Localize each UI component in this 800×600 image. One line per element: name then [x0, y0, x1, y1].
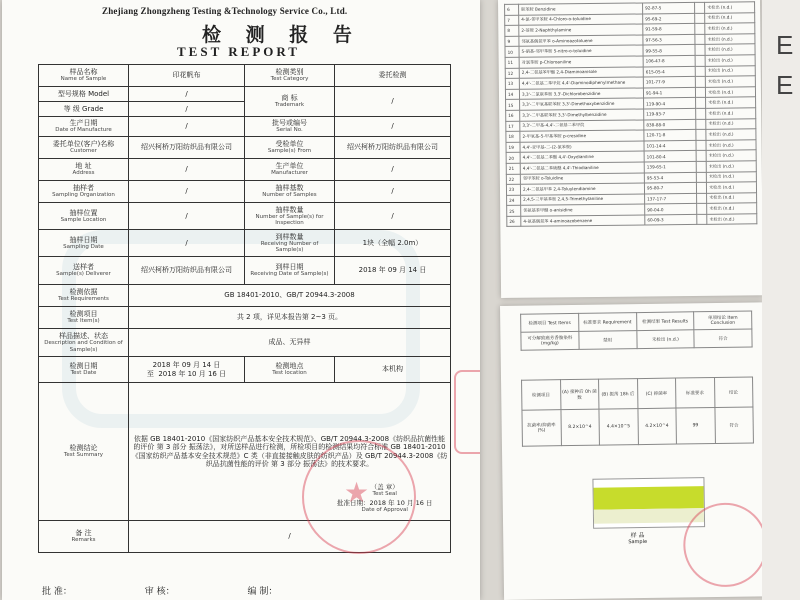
approval-date-en: Date of Approval	[361, 507, 408, 514]
trademark-value: /	[335, 87, 451, 117]
cell-name: 邻氨基偶氮甲苯 o-Aminoazotoluene	[519, 35, 643, 47]
company-stamp: ★	[302, 440, 416, 554]
cell-name: 4,4'-二氨基二苯甲烷 4,4'-Diaminodiphenylmethane	[519, 77, 643, 89]
address-label: 地 址 Address	[39, 159, 129, 181]
cell-no: 10	[505, 47, 519, 58]
cell-name: 3,3'-二甲基-4,4'-二氨基二苯甲烷	[520, 120, 644, 132]
amine-table	[504, 1, 757, 227]
deliverer-value: 绍兴柯桥万阳纺织品有限公司	[129, 257, 245, 285]
production-date-label: 生产日期 Date of Manufacture	[39, 117, 129, 137]
anti-head-2: (B) 振荡 18h 后	[599, 379, 638, 410]
summary-cell	[129, 383, 451, 521]
cell-res: 未检出 (n.d.)	[707, 203, 757, 214]
cell-res: 未检出 (n.d.)	[705, 44, 755, 55]
cell-res: 未检出 (n.d.)	[705, 65, 755, 76]
summary-table	[520, 310, 752, 350]
cell-cas: 120-71-8	[644, 130, 696, 141]
anti-row-2: 4.4×10^5	[599, 409, 638, 446]
cell-no: 9	[505, 36, 519, 47]
test-date-label: 检测日期 Test Date	[39, 357, 129, 383]
head-items: 检测项目 Test Items	[521, 313, 579, 332]
seal-label-en: Test Seal	[372, 491, 397, 498]
cell-empty	[697, 193, 707, 204]
cell-empty	[696, 108, 706, 119]
cell-name: 4-氯-邻甲苯胺 4-Chloro-o-toluidine	[519, 14, 643, 26]
cell-no: 22	[506, 174, 520, 185]
sampling-date-label: 抽样日期 Sampling Date	[39, 230, 129, 257]
cell-no: 13	[505, 78, 519, 89]
cell-empty	[696, 119, 706, 130]
appendix-page-2	[500, 302, 766, 600]
cell-res: 未检出 (n.d.)	[705, 23, 755, 34]
num-samples-value: /	[335, 181, 451, 203]
cell-empty	[695, 13, 705, 24]
sample-band-light	[594, 508, 704, 524]
company-name: Zhejiang Zhongzheng Testing &Technology Service Co., Ltd.	[102, 6, 348, 16]
grade-label: 等 级 Grade	[39, 102, 129, 117]
cell-empty	[695, 66, 705, 77]
test-category-label: 检测类别 Test Category	[245, 65, 335, 87]
receiving-date-value: 2018 年 09 月 14 日	[335, 257, 451, 285]
cell-empty	[696, 98, 706, 109]
cell-no: 21	[506, 163, 520, 174]
model-label: 型号规格 Model	[39, 87, 129, 102]
cell-no: 17	[506, 121, 520, 132]
sample-label: 样 品	[630, 532, 645, 540]
cell-empty	[695, 24, 705, 35]
cell-name: 邻氨基苯甲醚 o-anisidine	[521, 204, 645, 216]
cell-no: 19	[506, 142, 520, 153]
cell-name: 4-氨基偶氮苯 4-aminoazobenzene	[521, 215, 645, 227]
cell-name: 2-甲氧基-5-甲基苯胺 p-cresidine	[520, 130, 644, 142]
seal-block	[337, 483, 432, 514]
cell-cas: 92-87-5	[643, 2, 695, 13]
cell-empty	[695, 55, 705, 66]
cell-res: 未检出 (n.d.)	[705, 12, 755, 23]
cell-res: 未检出 (n.d.)	[707, 214, 757, 225]
cell-name: 2,4,5-三甲基苯胺 2,4,5-Trimethylaniline	[521, 194, 645, 206]
cell-no: 18	[506, 131, 520, 142]
approve-label: 批 准：	[42, 587, 72, 597]
anti-row-5: 符合	[714, 407, 753, 444]
approval-date: 批准日期：2018 年 10 月 16 日	[337, 498, 433, 507]
cell-empty	[695, 2, 705, 13]
cell-cas: 838-88-0	[644, 119, 696, 130]
cell-name: 2,4-二氨基苯甲醚 2,4-Diaminoanisole	[519, 67, 643, 79]
test-location-value: 本机构	[335, 357, 451, 383]
cell-name: 联苯胺 Benzidine	[519, 3, 643, 15]
right-edge-page	[762, 0, 800, 600]
description-value: 成品、无异样	[129, 329, 451, 357]
cell-name: 3,3'-二甲基联苯胺 3,3'-Dimethylbenzidine	[520, 109, 644, 121]
sample-band	[594, 486, 704, 510]
cell-res: 未检出 (n.d.)	[706, 140, 756, 151]
cell-empty	[697, 204, 707, 215]
anti-row-4: 99	[676, 408, 715, 445]
deliverer-label: 送样者 Sample(s) Deliverer	[39, 257, 129, 285]
head-conclusion: 单项结论 Item Conclusion	[694, 311, 752, 330]
cell-name: 2,4-二氨基甲苯 2,4-Toluylendiamine	[520, 183, 644, 195]
requirements-label: 检测依据 Test Requirements	[39, 285, 129, 307]
cell-empty	[695, 76, 705, 87]
production-date-value: /	[129, 117, 245, 137]
cell-empty	[696, 140, 706, 151]
cell-cas: 139-65-1	[644, 161, 696, 172]
items-value: 共 2 项，详见本报告第 2~3 页。	[129, 307, 451, 329]
serial-label: 批号或编号 Serial No.	[245, 117, 335, 137]
cell-name: 2-萘胺 2-Naphthylamine	[519, 24, 643, 36]
cell-no: 15	[506, 100, 520, 111]
cell-name: 邻甲苯胺 o-Toluidine	[520, 172, 644, 184]
cell-name: 3,3'-二甲氧基联苯胺 3,3'-Dimethoxybenzidine	[520, 98, 644, 110]
requirements-value: GB 18401-2010、GB/T 20944.3-2008	[129, 285, 451, 307]
anti-head-0: 检测项目	[522, 380, 561, 411]
head-results: 检测结果 Test Results	[636, 312, 694, 331]
appendix-page-1	[498, 0, 763, 298]
row-conclusion: 符合	[694, 329, 752, 348]
cell-empty	[695, 87, 705, 98]
remarks-value: /	[129, 521, 451, 553]
cell-res: 未检出 (n.d.)	[706, 129, 756, 140]
row-result: 未检出 (n.d.)	[636, 330, 694, 349]
sample-from-value: 绍兴柯桥万阳纺织品有限公司	[335, 137, 451, 159]
cell-cas: 106-47-8	[643, 55, 695, 66]
edge-char-1: E	[776, 30, 794, 60]
test-date-value: 2018 年 09 月 14 日 至 2018 年 10 月 16 日	[129, 357, 245, 383]
cell-cas: 95-69-2	[643, 13, 695, 24]
cell-empty	[696, 161, 706, 172]
edge-stamp	[454, 370, 480, 454]
cell-name: 5-硝基-邻甲苯胺 5-nitro-o-toluidine	[519, 45, 643, 57]
cell-name: 3,3'-二氯联苯胺 3,3'-Dichlorobenzidine	[519, 88, 643, 100]
summary-label: 检测结论 Test Summary	[39, 383, 129, 521]
cell-no: 25	[507, 206, 521, 217]
cell-cas: 90-04-0	[645, 204, 697, 215]
cell-no: 23	[506, 184, 520, 195]
sample-from-label: 受检单位 Sample(s) From	[245, 137, 335, 159]
cell-empty	[696, 129, 706, 140]
cell-empty	[696, 172, 706, 183]
address-value: /	[129, 159, 245, 181]
cell-res: 未检出 (n.d.)	[706, 171, 756, 182]
cell-res: 未检出 (n.d.)	[707, 192, 757, 203]
serial-value: /	[335, 117, 451, 137]
compile-label: 编 制：	[247, 587, 278, 597]
signature-line	[42, 584, 347, 597]
report-title-cn: 检 测 报 告	[202, 24, 361, 46]
sample-name-value: 印花帆布	[129, 65, 245, 87]
cell-no: 12	[505, 68, 519, 79]
customer-value: 绍兴柯桥万阳纺织品有限公司	[129, 137, 245, 159]
report-table	[38, 64, 451, 553]
cell-name: 4,4'-二氨基二苯醚 4,4'-Oxydianiline	[520, 151, 644, 163]
cell-name: 4,4'-二氨基二苯硫醚 4,4'-Thiodianiline	[520, 162, 644, 174]
cell-cas: 101-80-4	[644, 151, 696, 162]
audit-label: 审 核：	[144, 587, 175, 597]
cell-res: 未检出 (n.d.)	[705, 2, 755, 13]
num-samples-label: 抽样基数 Number of Samples	[245, 181, 335, 203]
cell-no: 6	[505, 4, 519, 15]
receiving-date-label: 到样日期 Receiving Date of Sample(s)	[245, 257, 335, 285]
manufacturer-label: 生产单位 Manufacturer	[245, 159, 335, 181]
test-location-label: 检测地点 Test location	[245, 357, 335, 383]
anti-row-1: 8.2×10^4	[560, 409, 599, 446]
sampling-org-label: 抽样者 Sampling Organization	[39, 181, 129, 203]
cell-no: 16	[506, 110, 520, 121]
remarks-label: 备 注 Remarks	[39, 521, 129, 553]
cell-cas: 99-55-8	[643, 45, 695, 56]
cell-no: 7	[505, 15, 519, 26]
sample-name-label: 样品名称 Name of Sample	[39, 65, 129, 87]
manufacturer-value: /	[335, 159, 451, 181]
sample-location-label: 抽样位置 Sample Location	[39, 203, 129, 230]
fabric-sample	[592, 477, 705, 529]
anti-row-3: 4.2×10^4	[637, 408, 676, 445]
cell-no: 11	[505, 57, 519, 68]
items-label: 检测项目 Test Item(s)	[39, 307, 129, 329]
cell-no: 24	[507, 195, 521, 206]
sampling-org-value: /	[129, 181, 245, 203]
grade-value: /	[129, 102, 245, 117]
cell-res: 未检出 (n.d.)	[705, 34, 755, 45]
cell-cas: 101-14-4	[644, 140, 696, 151]
cell-cas: 119-90-4	[644, 98, 696, 109]
cell-cas: 95-80-7	[644, 183, 696, 194]
edge-char-2: E	[776, 70, 794, 100]
cell-no: 8	[505, 25, 519, 36]
cell-res: 未检出 (n.d.)	[706, 182, 756, 193]
cell-name: 4,4'-亚甲基-二-(2-氯苯胺)	[520, 141, 644, 153]
anti-head-4: 标准要求	[676, 378, 715, 409]
cell-res: 未检出 (n.d.)	[706, 97, 756, 108]
num-received-label: 到样数量 Receiving Number of Sample(s)	[245, 230, 335, 257]
cell-empty	[696, 182, 706, 193]
cell-res: 未检出 (n.d.)	[705, 87, 755, 98]
cell-cas: 97-56-3	[643, 34, 695, 45]
cell-cas: 60-09-3	[645, 214, 697, 225]
cell-res: 未检出 (n.d.)	[705, 55, 755, 66]
cell-empty	[695, 34, 705, 45]
report-page	[2, 0, 480, 600]
sample-label-en: Sample	[628, 538, 648, 546]
cell-cas: 91-94-1	[643, 87, 695, 98]
cell-cas: 101-77-9	[643, 77, 695, 88]
anti-head-1: (A) 接种后 0h 菌数	[560, 379, 599, 410]
row-requirement: 禁用	[579, 331, 637, 350]
cell-empty	[695, 45, 705, 56]
cell-res: 未检出 (n.d.)	[706, 150, 756, 161]
num-received-value: 1块（全幅 2.0m）	[335, 230, 451, 257]
num-inspection-label: 抽样数量 Number of Sample(s) for Inspection	[245, 203, 335, 230]
cell-no: 26	[507, 216, 521, 227]
cell-empty	[697, 214, 707, 225]
anti-head-3: (C) 抑菌率	[637, 378, 676, 409]
trademark-label: 商 标 Trademark	[245, 87, 335, 117]
test-category-value: 委托检测	[335, 65, 451, 87]
anti-row-0: 抗菌率/抑菌率 (%)	[522, 410, 561, 447]
cell-name: 对氯苯胺 p-Chloroaniline	[519, 56, 643, 68]
cell-res: 未检出 (n.d.)	[706, 161, 756, 172]
cell-cas: 95-53-4	[644, 172, 696, 183]
row-item: 可分解致癌芳香胺染料 (mg/kg)	[521, 331, 579, 350]
antibacterial-table	[521, 376, 754, 446]
cell-cas: 119-93-7	[644, 108, 696, 119]
cell-res: 未检出 (n.d.)	[706, 108, 756, 119]
cell-res: 未检出 (n.d.)	[705, 76, 755, 87]
sample-location-value: /	[129, 203, 245, 230]
cell-cas: 91-59-8	[643, 24, 695, 35]
report-title-en: TEST REPORT	[177, 44, 300, 59]
sample-caption	[628, 530, 647, 545]
table-row	[507, 214, 757, 227]
seal-label: （盖 章）	[370, 483, 399, 491]
cell-cas: 137-17-7	[645, 193, 697, 204]
num-inspection-value: /	[335, 203, 451, 230]
cell-res: 未检出 (n.d.)	[706, 118, 756, 129]
cell-empty	[696, 151, 706, 162]
description-label: 样品描述、状态 Description and Condition of Sample(s)	[39, 329, 129, 357]
cell-cas: 615-05-4	[643, 66, 695, 77]
sampling-date-value: /	[129, 230, 245, 257]
cell-no: 20	[506, 153, 520, 164]
customer-label: 委托单位(客户)名称 Customer	[39, 137, 129, 159]
anti-head-5: 结论	[714, 377, 753, 408]
cell-no: 14	[505, 89, 519, 100]
head-requirement: 标准要求 Requirement	[578, 313, 636, 332]
summary-text: 依据 GB 18401-2010《国家纺织产品基本安全技术规范》、GB/T 20944.3-2008《纺织品抗菌性能的评价 第 3 部分 振荡法》，对所送样品进行检测，所检项目的检测结果均符合标准 GB 18401-2010《国家纺织产品基本安全技术规范》C 类（非直接接触皮肤的纺织产品）及 GB/T 20944.3-2008《纺织品抗菌性能的评价 第 3 部分 振荡法》的技术要求。	[131, 435, 448, 468]
model-value: /	[129, 87, 245, 102]
